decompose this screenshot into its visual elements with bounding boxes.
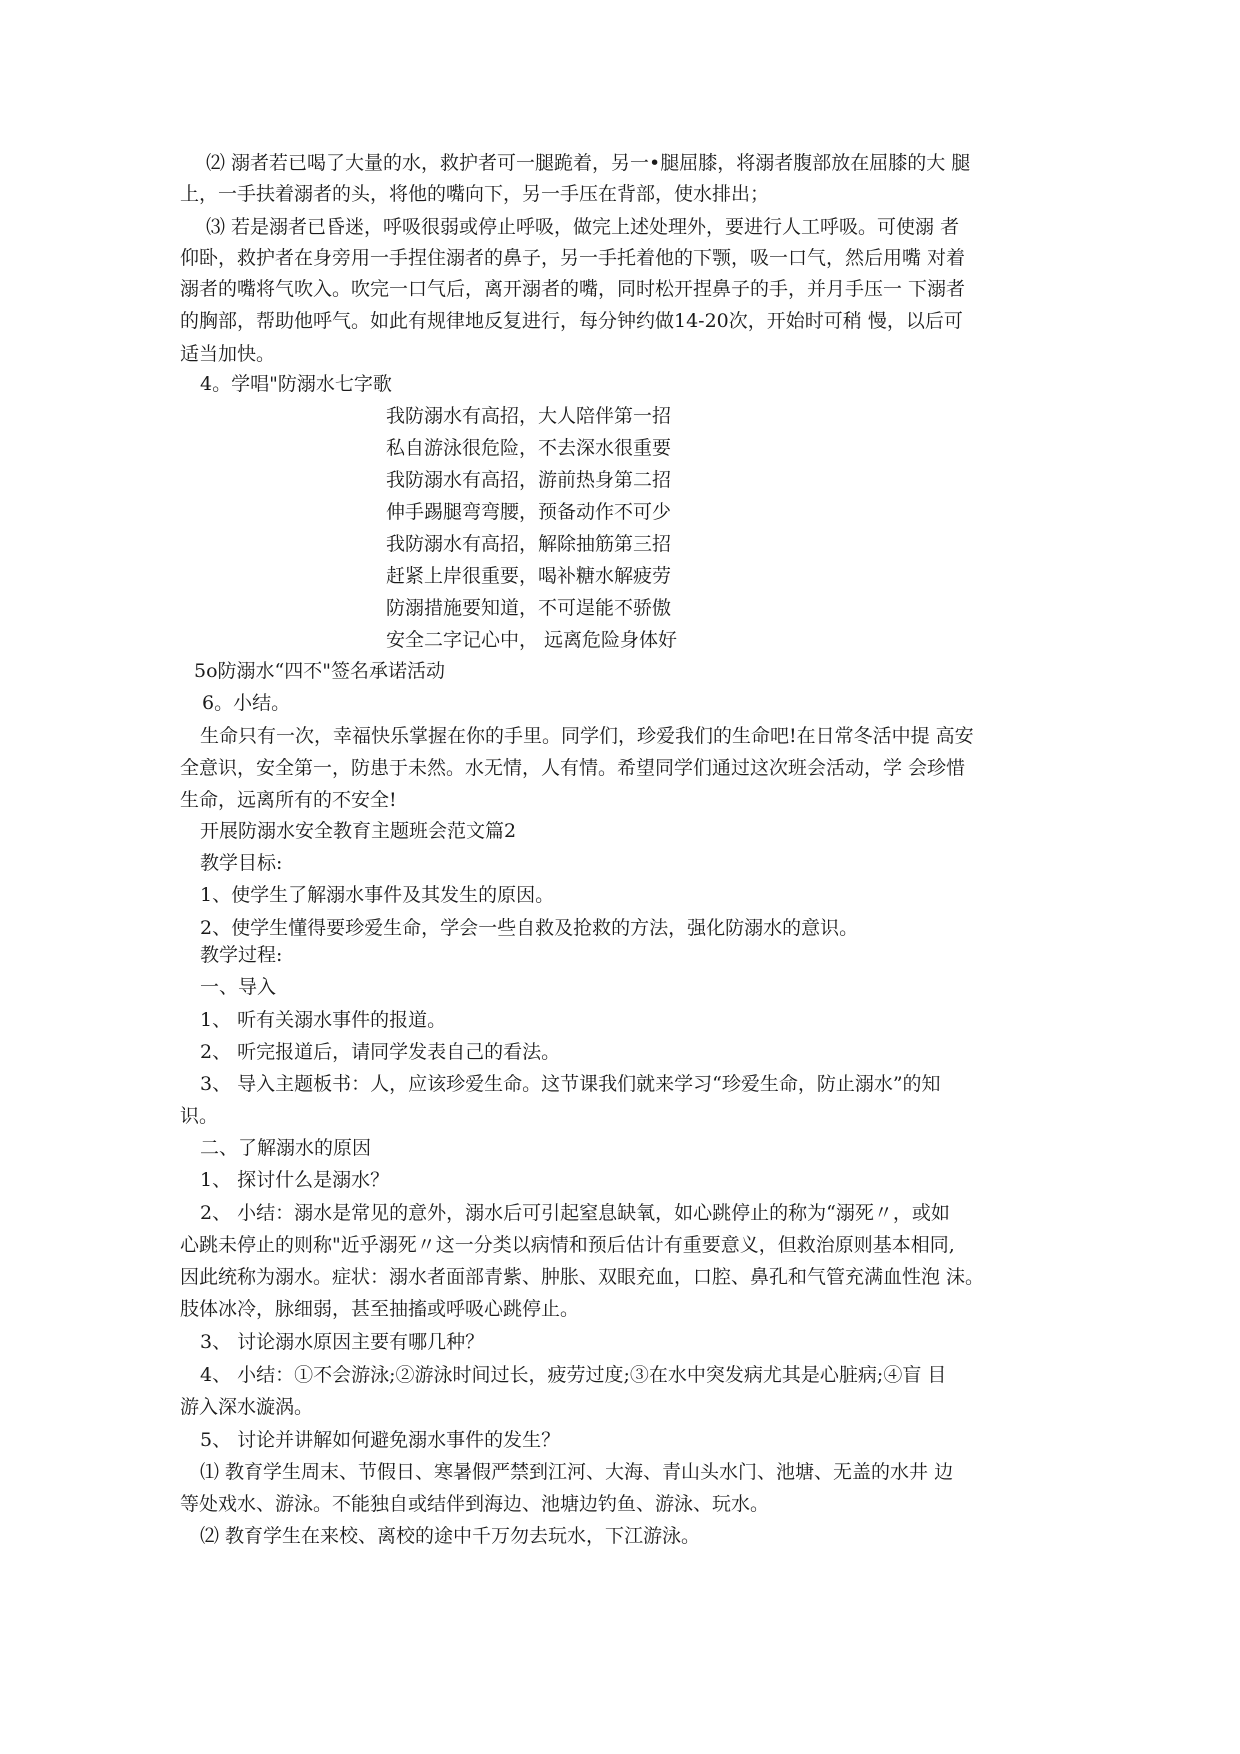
- text-line: 1、 听有关溺水事件的报道。: [200, 1009, 447, 1031]
- text-line: 教学目标:: [200, 852, 283, 874]
- text-line: 6。小结。: [202, 692, 291, 714]
- text-line: 2、 听完报道后，请同学发表自己的看法。: [200, 1041, 561, 1063]
- text-line: 一、导入: [200, 976, 277, 998]
- section-title: 开展防溺水安全教育主题班会范文篇2: [200, 820, 517, 842]
- text-line: 3、 导入主题板书：人，应该珍爱生命。这节课我们就来学习“珍爱生命，防止溺水”的知: [200, 1073, 941, 1095]
- song-line: 伸手踢腿弯弯腰，预备动作不可少: [386, 501, 672, 523]
- text-line: 2、 小结：溺水是常见的意外，溺水后可引起窒息缺氧，如心跳停止的称为“溺死〃，或如: [200, 1202, 950, 1224]
- text-line: 识。: [180, 1105, 219, 1127]
- song-line: 防溺措施要知道，不可逞能不骄傲: [386, 597, 672, 619]
- text-line: 游入深水漩涡。: [180, 1396, 314, 1418]
- text-line: ⑴ 教育学生周末、节假日、寒暑假严禁到江河、大海、青山头水门、池塘、无盖的水井 边: [200, 1461, 954, 1483]
- text-line: 5o防溺水“四不"签名承诺活动: [194, 660, 445, 682]
- song-line: 赶紧上岸很重要，喝补糖水解疲劳: [386, 565, 672, 587]
- text-line: 1、使学生了解溺水事件及其发生的原因。: [200, 884, 555, 906]
- text-line: 1、 探讨什么是溺水？: [200, 1169, 390, 1191]
- text-line: 2、使学生懂得要珍爱生命，学会一些自救及抢救的方法，强化防溺水的意识。: [200, 917, 859, 939]
- text-line: 适当加快。: [180, 343, 276, 365]
- text-line: 生命，远离所有的不安全!: [180, 789, 397, 811]
- text-line: 二、了解溺水的原因: [200, 1137, 372, 1159]
- text-line: 教学过程:: [200, 944, 283, 966]
- song-line: 我防溺水有高招，解除抽筋第三招: [386, 533, 672, 555]
- text-line: 因此统称为溺水。症状：溺水者面部青紫、肿胀、双眼充血，口腔、鼻孔和气管充满血性泡 沫。: [180, 1266, 985, 1288]
- text-line: 全意识，安全第一，防患于未然。水无情，人有情。希望同学们通过这次班会活动，学 会珍惜: [180, 757, 966, 779]
- song-line: 安全二字记心中， 远离危险身体好: [386, 629, 678, 651]
- text-line: 仰卧，救护者在身旁用一手捏住溺者的鼻子，另一手托着他的下颚，吸一口气，然后用嘴 对着: [180, 247, 966, 269]
- text-line: ⑶ 若是溺者已昏迷，呼吸很弱或停止呼吸，做完上述处理外，要进行人工呼吸。可使溺 者: [206, 216, 960, 238]
- text-line: 的胸部，帮助他呼气。如此有规律地反复进行，每分钟约做14-20次，开始时可稍 慢，以后可: [180, 310, 963, 332]
- text-line: ⑵ 教育学生在来校、离校的途中千万勿去玩水，下江游泳。: [200, 1525, 701, 1547]
- text-line: ⑵ 溺者若已喝了大量的水，救护者可一腿跪着，另一•腿屈膝，将溺者腹部放在屈膝的大 腿: [206, 152, 971, 174]
- text-line: 4。学唱"防溺水七字歌: [200, 373, 392, 395]
- text-line: 生命只有一次，幸福快乐掌握在你的手里。同学们，珍爱我们的生命吧!在日常冬活中提 高安: [200, 725, 974, 747]
- song-line: 私自游泳很危险，不去深水很重要: [386, 437, 672, 459]
- text-line: 4、 小结：①不会游泳;②游泳时间过长，疲劳过度;③在水中突发病尤其是心脏病;④盲 目: [200, 1364, 947, 1386]
- text-line: 5、 讨论并讲解如何避免溺水事件的发生？: [200, 1429, 561, 1451]
- text-line: 3、 讨论溺水原因主要有哪几种？: [200, 1331, 485, 1353]
- song-line: 我防溺水有高招，大人陪伴第一招: [386, 405, 672, 427]
- text-line: 心跳未停止的则称"近乎溺死〃这一分类以病情和预后估计有重要意义，但救治原则基本相同,: [180, 1234, 955, 1256]
- text-line: 等处戏水、游泳。不能独自或结伴到海边、池塘边钓鱼、游泳、玩水。: [180, 1493, 770, 1515]
- song-line: 我防溺水有高招，游前热身第二招: [386, 469, 672, 491]
- text-line: 上，一手扶着溺者的头，将他的嘴向下，另一手压在背部，使水排出；: [180, 183, 770, 205]
- text-line: 肢体冰冷，脉细弱，甚至抽搐或呼吸心跳停止。: [180, 1298, 580, 1320]
- text-line: 溺者的嘴将气吹入。吹完一口气后，离开溺者的嘴，同时松开捏鼻子的手，并月手压一 下溺者: [180, 278, 966, 300]
